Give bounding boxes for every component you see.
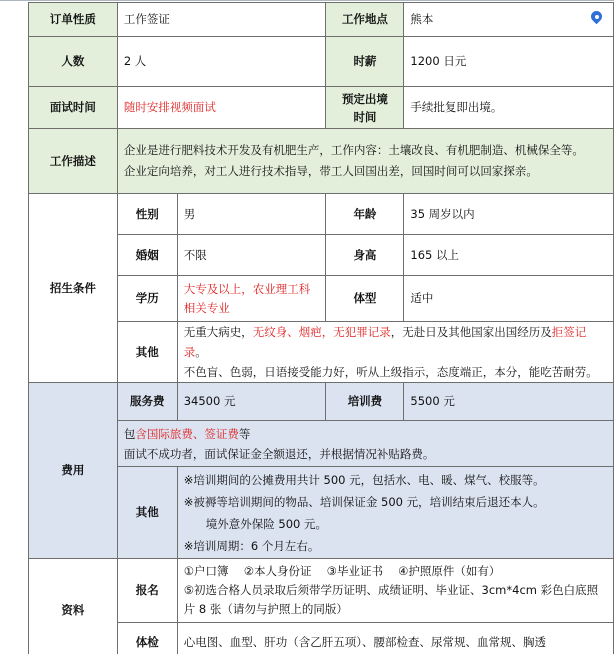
job-description-line-2: 企业定向培养，对工人进行技术指导，带工人回国出差，回国时间可以回家探亲。 [123, 164, 538, 178]
location-pin-dot [595, 15, 599, 19]
fees-note-1: ※培训期间的公摊费用共计 500 元，包括水、电、暖、煤气、校服等。 [183, 472, 545, 487]
value-age: 35 周岁以内 [404, 194, 614, 235]
fees-included-line-1 [124, 424, 607, 444]
value-signup [177, 559, 613, 623]
value-training-fee: 5500 元 [404, 383, 614, 421]
value-marriage: 不限 [177, 235, 326, 276]
recruit-other-line-2: 不色盲、色弱，日语接受能力好，听从上级指示，态度端正，本分，能吃苦耐劳。 [183, 365, 598, 379]
fees-included-text-2: 等 [238, 426, 251, 441]
fees-included-highlight: 含国际旅费、签证费 [135, 426, 239, 441]
recruitment-sheet [28, 2, 614, 654]
recruit-other-text-1: 无重大病史， [183, 325, 253, 339]
recruit-other-highlight-2: 拒签记录 [183, 325, 587, 359]
value-headcount: 2 人 [117, 37, 326, 87]
label-fees-other: 其他 [117, 467, 177, 559]
value-order-nature: 工作签证 [117, 3, 326, 37]
value-job-description [117, 129, 613, 194]
recruitment-table [28, 2, 614, 654]
label-service-fee: 服务费 [117, 383, 177, 421]
row-signup [29, 559, 614, 623]
value-height: 165 以上 [404, 235, 614, 276]
fees-note-3: 境外意外保险 500 元。 [205, 516, 327, 531]
signup-line-2: ⑤初选合格人员录取后须带学历证明、成绩证明、毕业证、3cm*4cm 彩色白底照 [183, 583, 599, 597]
label-education: 学历 [117, 276, 177, 322]
recruit-other-text-3: 。 [195, 345, 207, 359]
label-recruit-other: 其他 [117, 322, 177, 383]
value-interview-time: 随时安排视频面试 [117, 87, 326, 129]
label-hourly-wage: 时薪 [326, 37, 404, 87]
location-pin-icon[interactable] [586, 9, 608, 31]
signup-line-3: 片 8 张（请勿与护照上的同版） [183, 602, 348, 616]
label-medical-exam: 体检 [117, 623, 177, 654]
signup-line-1: ①户口簿 ②本人身份证 ③毕业证书 ④护照原件（如有） [183, 564, 501, 578]
education-line-2: 相关专业 [183, 300, 230, 315]
label-age: 年龄 [326, 194, 404, 235]
row-job-description [29, 129, 614, 194]
value-work-location: 熊本 [404, 3, 614, 37]
label-body-type: 体型 [326, 276, 404, 322]
value-departure-time: 手续批复即出境。 [404, 87, 614, 129]
label-materials: 资料 [29, 559, 118, 654]
row-fees [29, 383, 614, 421]
education-line-1: 大专及以上，农业理工科 [183, 281, 311, 296]
label-gender: 性别 [117, 194, 177, 235]
label-departure-time: 预定出境时间 [326, 87, 404, 129]
label-interview-time: 面试时间 [29, 87, 118, 129]
value-fees-included [117, 421, 613, 467]
label-order-nature: 订单性质 [29, 3, 118, 37]
top-border-line [0, 0, 614, 1]
value-recruit-other [177, 322, 613, 383]
label-marriage: 婚姻 [117, 235, 177, 276]
fees-note-4: ※培训周期：6 个月左右。 [183, 538, 320, 553]
label-training-fee: 培训费 [326, 383, 404, 421]
label-headcount: 人数 [29, 37, 118, 87]
fees-note-2: ※被褥等培训期间的物品、培训保证金 500 元，培训结束后退还本人。 [183, 494, 545, 509]
row-gender-age [29, 194, 614, 235]
value-body-type: 适中 [404, 276, 614, 322]
value-gender: 男 [177, 194, 326, 235]
recruit-other-text-2: ，无赴日及其他国家出国经历及 [390, 325, 552, 339]
recruit-other-highlight-1: 无纹身、烟疤，无犯罪记录 [252, 325, 391, 339]
label-height: 身高 [326, 235, 404, 276]
value-education [177, 276, 326, 322]
fees-included-line-2: 面试不成功者，面试保证金全额退还，并根据情况补贴路费。 [123, 446, 435, 461]
label-fees: 费用 [29, 383, 118, 559]
value-medical-exam: 心电图、血型、肝功（含乙肝五项）、腰部检查、尿常规、血常规、胸透 [177, 623, 613, 654]
row-interview [29, 87, 614, 129]
recruit-other-line-1 [184, 322, 607, 362]
fees-included-text-1: 包 [123, 426, 136, 441]
row-headcount [29, 37, 614, 87]
label-signup: 报名 [117, 559, 177, 623]
row-order-nature [29, 3, 614, 37]
value-service-fee: 34500 元 [177, 383, 326, 421]
label-job-description: 工作描述 [29, 129, 118, 194]
label-recruit-conditions: 招生条件 [29, 194, 118, 383]
label-work-location: 工作地点 [326, 3, 404, 37]
value-fees-other [177, 467, 613, 559]
job-description-line-1: 企业是进行肥料技术开发及有机肥生产，工作内容：土壤改良、有机肥制造、机械保全等。 [123, 143, 584, 157]
value-hourly-wage: 1200 日元 [404, 37, 614, 87]
